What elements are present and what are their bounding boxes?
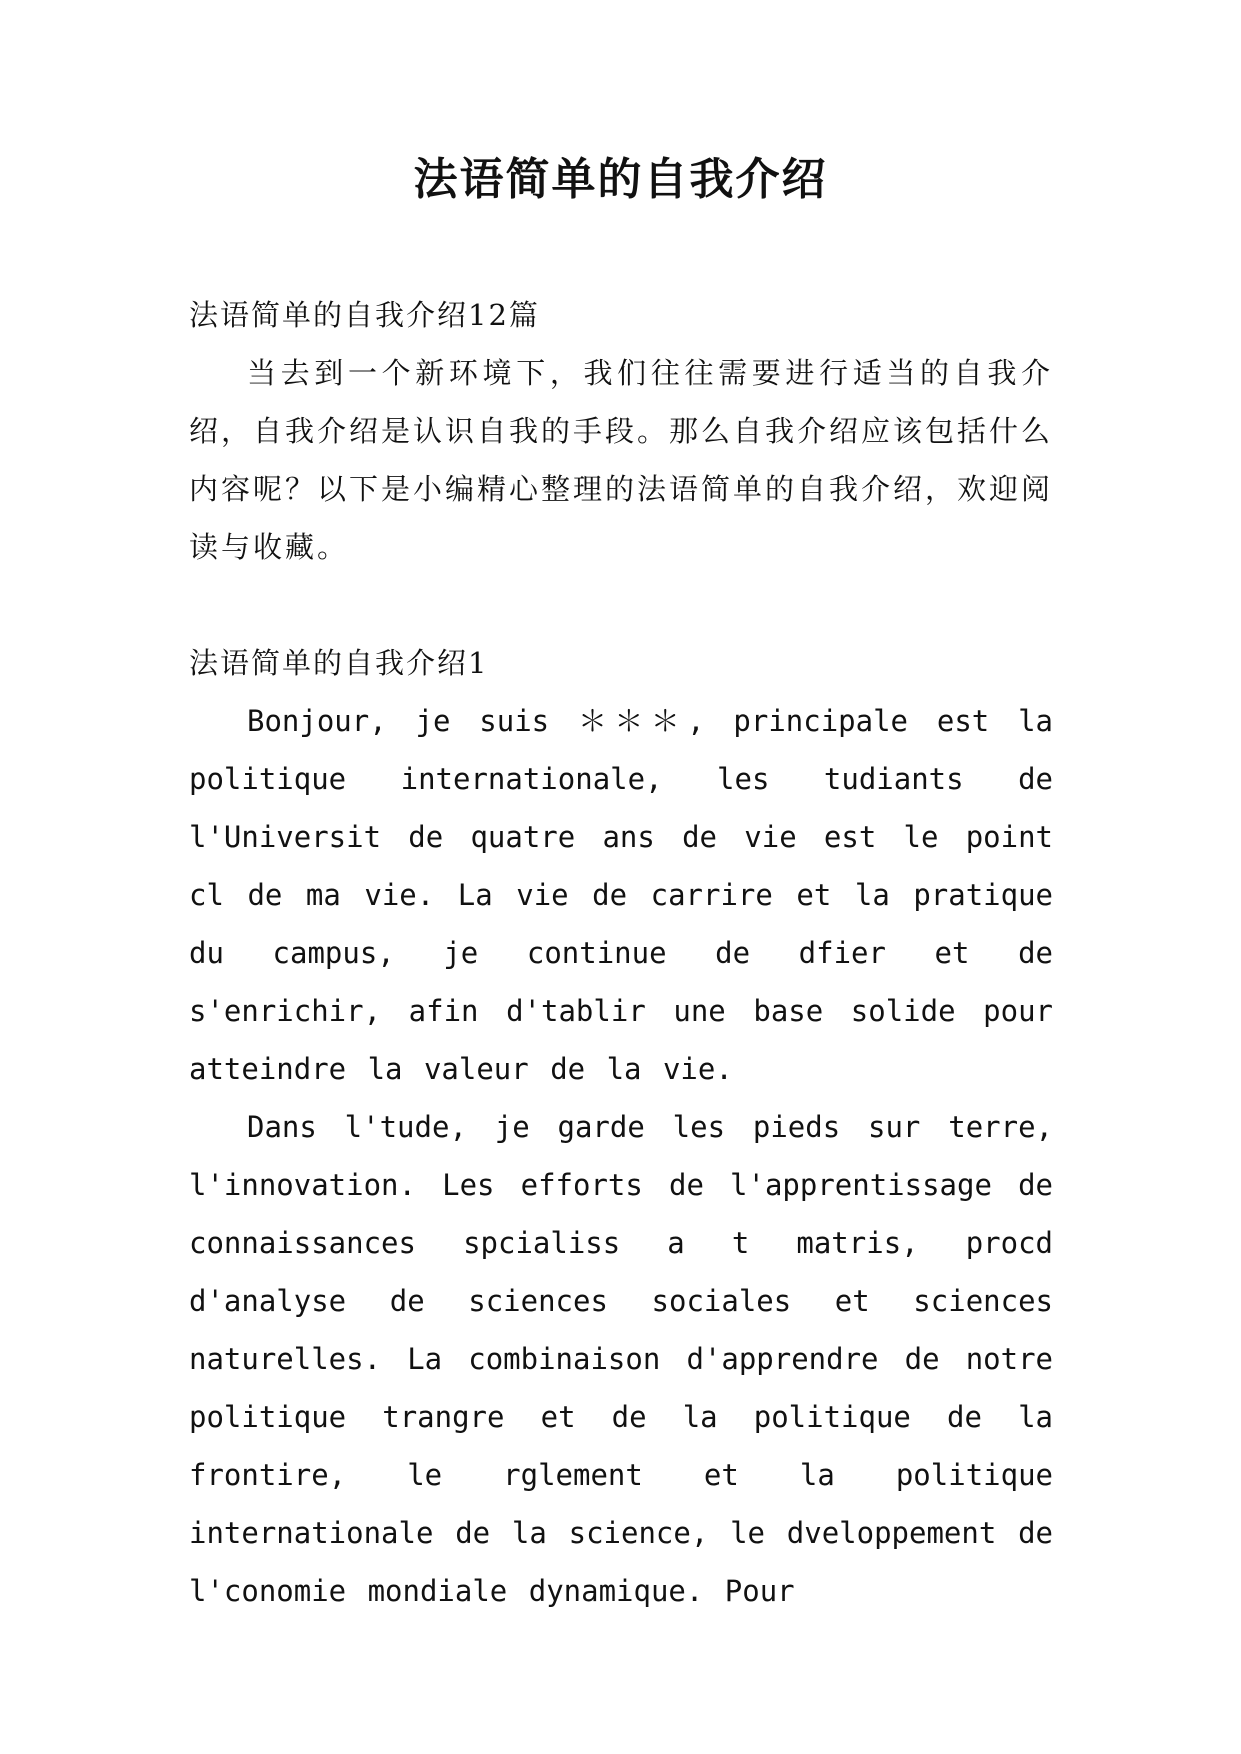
- intro-paragraph: 当去到一个新环境下，我们往往需要进行适当的自我介绍，自我介绍是认识自我的手段。那么自我介绍应该包括什么内容呢？以下是小编精心整理的法语简单的自我介绍，欢迎阅读与收藏。: [189, 356, 1054, 564]
- section-spacer: [189, 576, 1053, 634]
- document-title: 法语简单的自我介绍: [413, 154, 828, 205]
- section-heading: 法语简单的自我介绍1: [189, 646, 489, 680]
- section-paragraph-2: Dans l'tude, je garde les pieds sur terre, l'innovation. Les efforts de l'apprentissage de connaissances spcialiss a t matris, procd d'analyse de sciences sociales et sciences naturelles. La combinaison d'apprendre de notre politique trangre et de la politique de la frontire, le rglement et la politique internationale de la science, le dveloppement de l'conomie mondiale dynamique. Pour: [189, 1110, 1053, 1608]
- document-subtitle: 法语简单的自我介绍12篇: [189, 298, 540, 332]
- section-paragraph-1: Bonjour, je suis ＊＊＊, principale est la politique internationale, les tudiants de l'Universit de quatre ans de vie est le point cl de ma vie. La vie de carrire et la pratique du campus, je continue de dfier et de s'enrichir, afin d'tablir une base solide pour atteindre la valeur de la vie.: [189, 704, 1053, 1086]
- document-body: [189, 286, 1053, 1620]
